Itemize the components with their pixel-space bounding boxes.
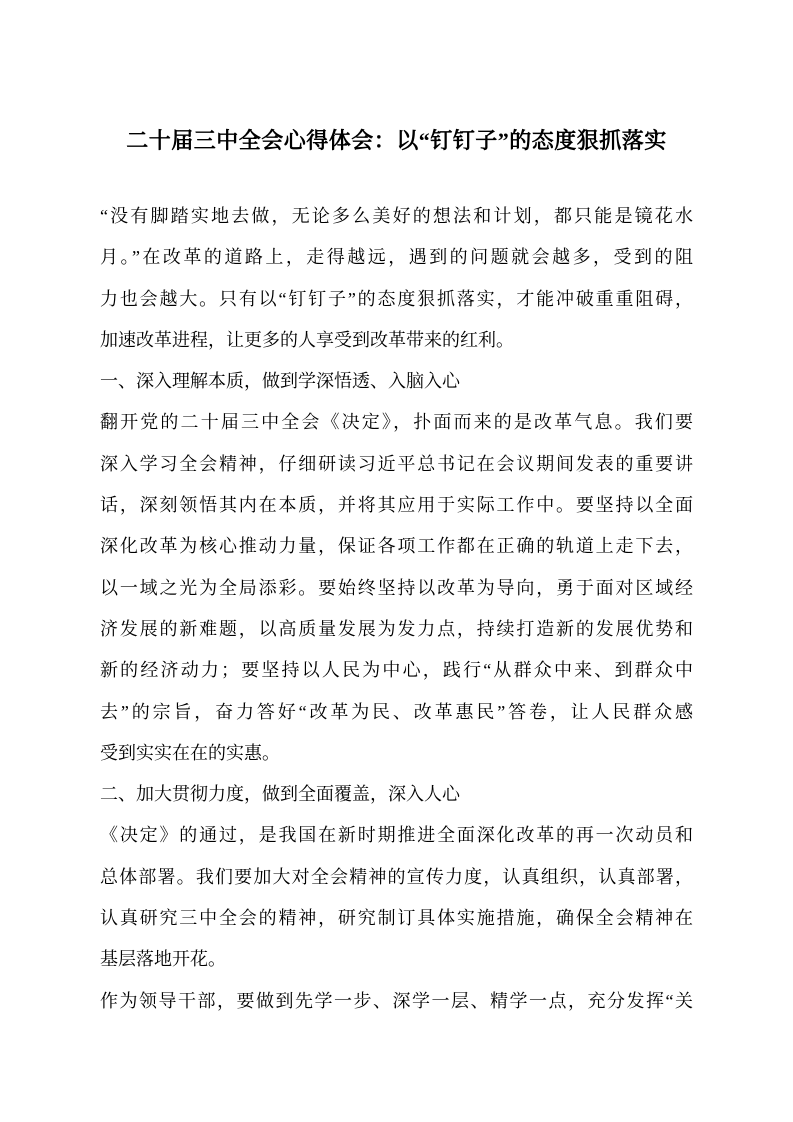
document-line: 翻开党的二十届三中全会《决定》，扑面而来的是改革气息。我们要 [100, 412, 693, 433]
document-line: 受到实实在在的实惠。 [100, 742, 280, 763]
document-section-heading: 一、深入理解本质，做到学深悟透、入脑入心 [100, 371, 460, 392]
document-line: “没有脚踏实地去做，无论多么美好的想法和计划，都只能是镜花水 [100, 206, 693, 226]
document-line: 总体部署。我们要加大对全会精神的宣传力度，认真组织，认真部署， [100, 866, 693, 887]
document-line: 深入学习全会精神，仔细研读习近平总书记在会议期间发表的重要讲 [100, 453, 693, 474]
document-line: 作为领导干部，要做到先学一步、深学一层、精学一点，充分发挥“关 [100, 990, 693, 1011]
document-line: 以一域之光为全局添彩。要始终坚持以改革为导向，勇于面对区域经 [100, 577, 693, 598]
document-title: 二十届三中全会心得体会：以“钉钉子”的态度狠抓落实 [126, 128, 667, 153]
document-line: 新的经济动力；要坚持以人民为中心，践行“从群众中来、到群众中 [100, 660, 693, 681]
document-line: 加速改革进程，让更多的人享受到改革带来的红利。 [100, 329, 514, 350]
document-line: 月。”在改革的道路上，走得越远，遇到的问题就会越多，受到的阻 [100, 247, 693, 268]
document-line: 济发展的新难题，以高质量发展为发力点，持续打造新的发展优势和 [100, 618, 693, 639]
document-line: 深化改革为核心推动力量，保证各项工作都在正确的轨道上走下去， [100, 536, 693, 557]
document-line: 基层落地开花。 [100, 949, 226, 970]
document-line: 认真研究三中全会的精神，研究制订具体实施措施，确保全会精神在 [100, 908, 693, 929]
document-line: 话，深刻领悟其内在本质，并将其应用于实际工作中。要坚持以全面 [100, 495, 693, 516]
document-body [100, 196, 693, 1022]
document-line: 力也会越大。只有以“钉钉子”的态度狠抓落实，才能冲破重重阻碍， [100, 288, 693, 309]
document-section-heading: 二、加大贯彻力度，做到全面覆盖，深入人心 [100, 784, 460, 805]
document-line: 《决定》的通过，是我国在新时期推进全面深化改革的再一次动员和 [100, 825, 693, 846]
document-line: 去”的宗旨，奋力答好“改革为民、改革惠民”答卷，让人民群众感 [100, 701, 693, 722]
